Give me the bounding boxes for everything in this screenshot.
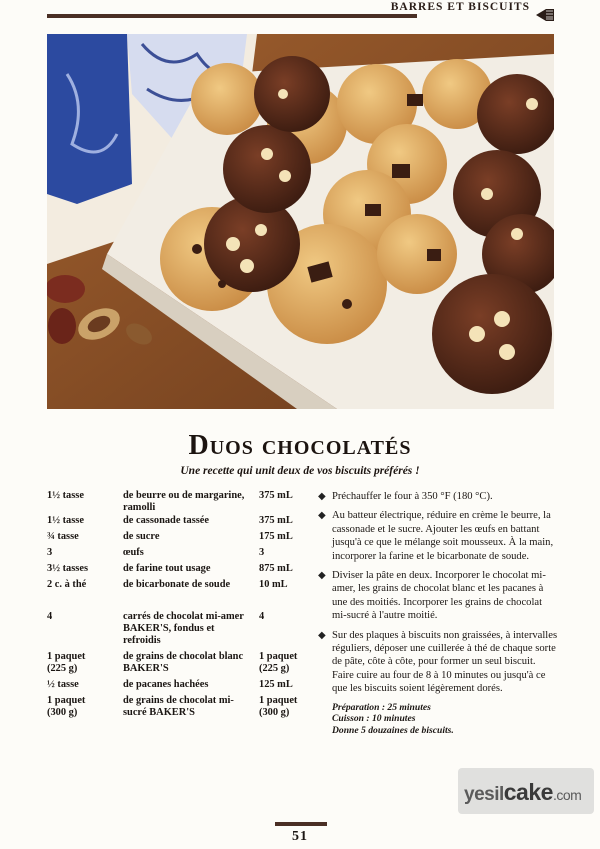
ingredient-name: œufs (123, 547, 144, 558)
prep-time: Préparation : 25 minutes (332, 701, 431, 713)
ingredient-qty: 4 (47, 611, 53, 622)
ingredient-row (47, 563, 317, 579)
ingredient-metric: 125 mL (259, 679, 293, 690)
cook-time: Cuisson : 10 minutes (332, 713, 416, 725)
ingredient-qty: ½ tasse (47, 679, 79, 690)
step-item (318, 569, 558, 623)
watermark-cake: cake (503, 779, 553, 805)
ingredient-qty: ¾ tasse (47, 531, 79, 542)
step-item (318, 509, 558, 563)
recipe-subtitle: Une recette qui unit deux de vos biscuits préférés ! (180, 465, 420, 477)
ingredient-metric: 375 mL (259, 490, 293, 501)
whisk-icon (534, 6, 556, 24)
ingredient-metric: 375 mL (259, 515, 293, 526)
ingredient-row (47, 579, 317, 611)
recipe-title: Duos chocolatés (188, 430, 412, 461)
ingredient-row (47, 531, 317, 547)
ingredient-metric: 1 paquet (225 g) (259, 651, 298, 674)
ingredient-qty: 2 c. à thé (47, 579, 87, 590)
ingredient-name: de sucre (123, 531, 160, 542)
yield: Donne 5 douzaines de biscuits. (332, 724, 454, 736)
ingredient-row (47, 515, 317, 531)
ingredient-metric: 3 (259, 547, 265, 558)
ingredient-name: de pacanes hachées (123, 679, 209, 690)
ingredients-list (47, 490, 317, 723)
instructions (318, 490, 558, 736)
ingredient-row (47, 695, 317, 723)
cookies-photo (47, 34, 554, 409)
ingredient-name: de grains de chocolat blanc BAKER'S (123, 651, 244, 674)
ingredient-row (47, 490, 317, 515)
ingredient-qty: 3 (47, 547, 53, 558)
page-number: 51 (292, 829, 308, 844)
ingredient-metric: 10 mL (259, 579, 288, 590)
ingredient-metric: 4 (259, 611, 265, 622)
diamond-bullet-icon: ◆ (318, 510, 326, 522)
diamond-bullet-icon: ◆ (318, 629, 326, 641)
ingredient-name: carrés de chocolat mi-amer BAKER'S, fondus et refroidis (123, 611, 244, 646)
step-text: Au batteur électrique, réduire en crème le beurre, la cassonade et le sucre. Ajouter les œufs en battant jusqu'à ce que le mélange soit mousseux. À la main, incorporer la farine et le bicarbonate de soude. (332, 510, 554, 562)
step-text: Sur des plaques à biscuits non graissées, à intervalles réguliers, déposer une cuillerée à thé de chaque sorte de pâte, côte à côte, pour former un seul biscuit. Faire cuire au four de 8 à 10 minutes ou jusqu'à ce que les biscuits soient légèrement dorés. (332, 629, 558, 695)
step-item (318, 629, 558, 696)
ingredient-row (47, 611, 317, 651)
ingredient-qty: 1½ tasse (47, 515, 84, 526)
diamond-bullet-icon: ◆ (318, 570, 326, 582)
ingredient-name: de farine tout usage (123, 563, 211, 574)
ingredient-qty: 1 paquet (225 g) (47, 651, 86, 674)
ingredient-name: de cassonade tassée (123, 515, 210, 526)
watermark-brand: yesil (464, 784, 504, 805)
ingredient-name: de grains de chocolat mi-sucré BAKER'S (123, 695, 234, 718)
step-item (318, 490, 558, 503)
ingredient-qty: 1 paquet (300 g) (47, 695, 86, 718)
ingredient-name: de bicarbonate de soude (123, 579, 231, 590)
watermark-logo (458, 768, 594, 814)
section-title: BARRES ET BISCUITS (390, 1, 530, 13)
step-text: Préchauffer le four à 350 °F (180 °C). (332, 491, 493, 502)
watermark-suffix: .com (552, 787, 582, 803)
ingredient-row (47, 547, 317, 563)
diamond-bullet-icon: ◆ (318, 491, 326, 502)
header-rule (47, 14, 417, 18)
ingredient-qty: 3½ tasses (47, 563, 88, 574)
ingredient-row (47, 651, 317, 679)
ingredient-metric: 175 mL (259, 531, 293, 542)
step-text: Diviser la pâte en deux. Incorporer le chocolat mi-amer, les grains de chocolat blanc et les pacanes à une des moitiés. Incorporer les grains de chocolat mi-sucré à l'autre moitié. (332, 570, 546, 622)
ingredient-name: de beurre ou de margarine, ramolli (123, 490, 245, 513)
footer-rule (275, 822, 327, 826)
ingredient-qty: 1½ tasse (47, 490, 84, 501)
ingredient-metric: 875 mL (259, 563, 293, 574)
ingredient-row (47, 679, 317, 695)
ingredient-metric: 1 paquet (300 g) (259, 695, 298, 718)
